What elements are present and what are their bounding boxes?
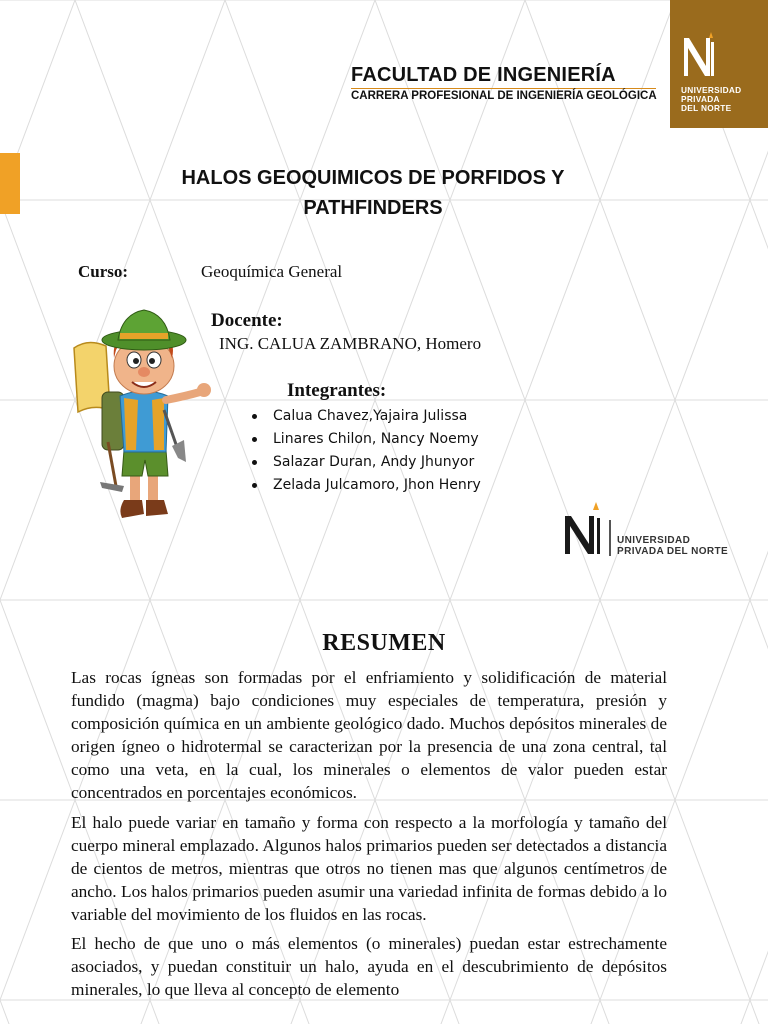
member-item: Calua Chavez,Yajaira Julissa [248,405,481,428]
summary-paragraph: El halo puede variar en tamaño y forma con respecto a la morfología y tamaño del cuerpo mineral emplazado. Algunos halos primarios pueden ser detectados a distancia de cientos de metros, mientras que otros no tienen mas que algunos centímetros de ancho. Los halos primarios pueden asumir una variedad infinita de formas debido a lo variable del movimiento de los fluidos en las rocas. [71,812,667,924]
member-item: Salazar Duran, Andy Jhunyor [248,451,481,474]
course-label: Curso: [78,262,129,281]
summary-body [71,666,667,1007]
course-value: Geoquímica General [201,262,343,281]
logo2-line-2: PRIVADA DEL NORTE [617,546,729,557]
summary-paragraph: Las rocas ígneas son formadas por el enfriamiento y solidificación de material fundido (magma) bajo condiciones muy especiales de temperatura, presión y composición química en un ambiente geológico dado. Muchos depósitos minerales de origen ígneo o hidrotermal se caracterizan por la presencia de una zona central, tal como una veta, en la cual, los minerales o elementos de valor pueden estar concentrados en porcentajes económicos. [71,668,667,803]
members-label: Integrantes: [287,380,387,401]
upn-n-logo-icon [680,30,720,80]
logo-line-3: DEL NORTE [681,103,732,113]
summary-paragraph: El hecho de que uno o más elementos (o minerales) puedan estar estrechamente asociados, y puedan constituir un halo, ayuda en el descubrimiento de depósitos minerales, lo que lleva al concepto de elemento [71,934,667,1000]
presentation-title: HALOS GEOQUIMICOS DE PORFIDOS Y PATHFINDERS [181,167,565,219]
logo-line-1: UNIVERSIDAD [681,85,742,95]
faculty-title: FACULTAD DE INGENIERÍA [351,64,616,86]
logo-line-2: PRIVADA [681,94,720,104]
accent-tab [0,153,20,214]
geologist-cartoon-icon [68,300,218,528]
members-list [248,405,481,497]
upn-n-logo-icon [561,498,609,560]
summary-title: RESUMEN [322,630,446,656]
teacher-label: Docente: [211,310,283,331]
university-logo-secondary [561,498,761,560]
career-subtitle: CARRERA PROFESIONAL DE INGENIERÍA GEOLÓGICA [351,90,657,102]
member-item: Zelada Julcamoro, Jhon Henry [248,474,481,497]
logo2-line-1: UNIVERSIDAD [617,535,691,546]
member-item: Linares Chilon, Nancy Noemy [248,428,481,451]
teacher-value: ING. CALUA ZAMBRANO, Homero [219,334,482,353]
university-logo [670,0,768,128]
logo-divider [609,520,611,556]
